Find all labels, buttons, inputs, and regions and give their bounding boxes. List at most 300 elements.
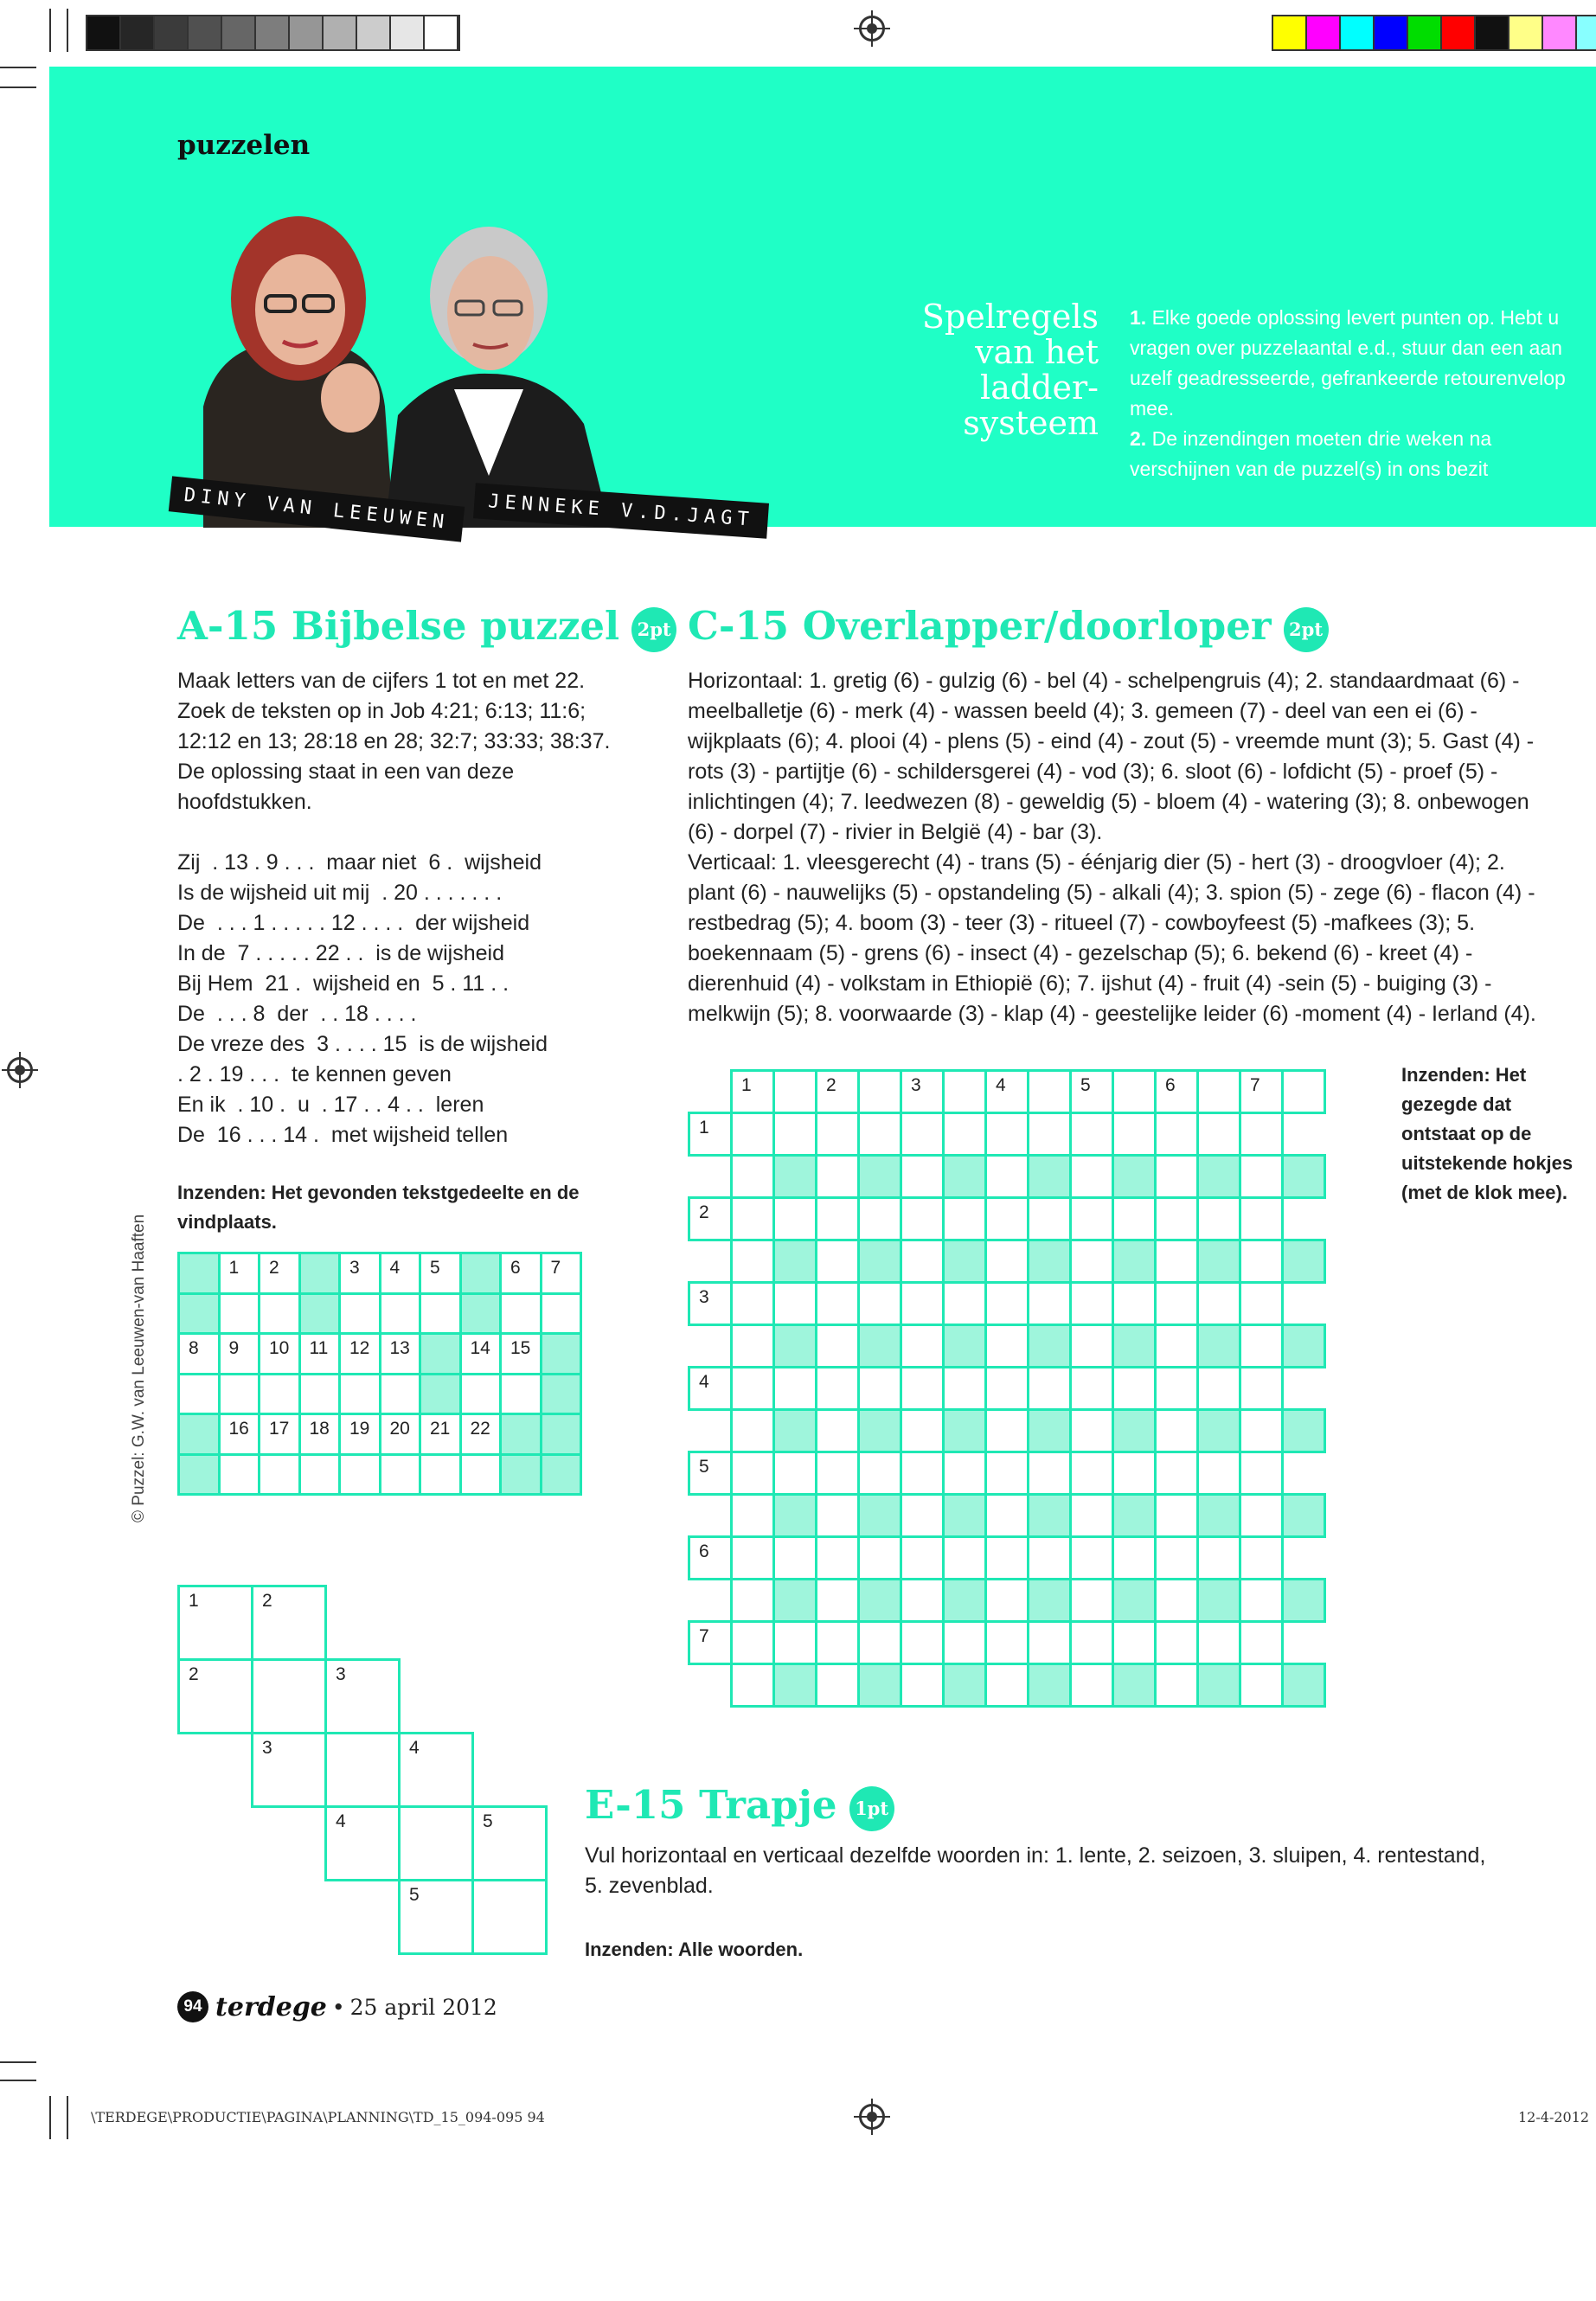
c15-grid-cell[interactable]: [1196, 1408, 1241, 1453]
c15-grid-cell[interactable]: [772, 1196, 817, 1241]
c15-grid-cell[interactable]: [730, 1620, 775, 1665]
c15-grid-cell[interactable]: [772, 1069, 817, 1114]
c15-grid-cell[interactable]: [772, 1154, 817, 1199]
a15-grid-cell[interactable]: [379, 1413, 422, 1456]
c15-grid-cell[interactable]: [815, 1620, 860, 1665]
c15-grid-cell[interactable]: [772, 1535, 817, 1580]
c15-grid-cell[interactable]: [857, 1069, 902, 1114]
c15-grid-cell[interactable]: [857, 1112, 902, 1157]
c15-grid-cell[interactable]: [857, 1663, 902, 1708]
a15-grid-cell[interactable]: [177, 1332, 221, 1375]
c15-grid-cell[interactable]: [900, 1239, 945, 1284]
a15-grid-cell[interactable]: [419, 1453, 462, 1497]
c15-grid-cell[interactable]: [1154, 1535, 1199, 1580]
c15-grid-cell[interactable]: [1281, 1578, 1326, 1623]
c15-grid-cell[interactable]: [1112, 1366, 1157, 1411]
a15-grid-cell[interactable]: [177, 1413, 221, 1456]
c15-grid-cell[interactable]: [688, 1366, 733, 1411]
c15-grid-cell[interactable]: [1112, 1578, 1157, 1623]
c15-grid-cell[interactable]: [857, 1535, 902, 1580]
a15-grid-cell[interactable]: [379, 1252, 422, 1295]
c15-grid-cell[interactable]: [1112, 1281, 1157, 1326]
c15-grid-cell[interactable]: [1239, 1493, 1284, 1538]
c15-grid-cell[interactable]: [1196, 1663, 1241, 1708]
c15-grid-cell[interactable]: [857, 1324, 902, 1368]
a15-grid-cell[interactable]: [499, 1373, 542, 1416]
c15-grid-cell[interactable]: [730, 1196, 775, 1241]
c15-grid-cell[interactable]: [984, 1366, 1029, 1411]
cell-number: 3: [911, 1075, 921, 1095]
a15-grid-cell[interactable]: [258, 1453, 301, 1497]
registration-mark-top: [859, 16, 885, 42]
c15-grid-cell[interactable]: [1027, 1535, 1072, 1580]
c15-grid-cell[interactable]: [984, 1578, 1029, 1623]
c15-grid-cell[interactable]: [1112, 1196, 1157, 1241]
c15-grid-cell[interactable]: [984, 1069, 1029, 1114]
a15-grid-cell[interactable]: [298, 1292, 342, 1336]
c15-grid-cell[interactable]: [1239, 1535, 1284, 1580]
c15-grid-cell[interactable]: [1154, 1663, 1199, 1708]
c15-grid-cell[interactable]: [815, 1451, 860, 1496]
c15-grid-cell[interactable]: [900, 1324, 945, 1368]
c15-grid-cell[interactable]: [730, 1535, 775, 1580]
a15-grid-cell[interactable]: [499, 1292, 542, 1336]
c15-grid-cell[interactable]: [942, 1366, 987, 1411]
c15-grid-cell[interactable]: [984, 1535, 1029, 1580]
c15-grid-cell[interactable]: [984, 1451, 1029, 1496]
a15-grid-cell[interactable]: [298, 1453, 342, 1497]
c15-grid-cell[interactable]: [730, 1493, 775, 1538]
a15-grid-cell[interactable]: [459, 1453, 503, 1497]
c15-grid-cell[interactable]: [730, 1366, 775, 1411]
e15-grid-cell[interactable]: [251, 1732, 327, 1808]
c15-grid-cell[interactable]: [857, 1239, 902, 1284]
c15-grid-cell[interactable]: [1196, 1281, 1241, 1326]
c15-grid-cell[interactable]: [1239, 1196, 1284, 1241]
a15-grid-cell[interactable]: [379, 1292, 422, 1336]
c15-grid-cell[interactable]: [1154, 1324, 1199, 1368]
c15-grid-cell[interactable]: [815, 1324, 860, 1368]
c15-grid-cell[interactable]: [1112, 1535, 1157, 1580]
a15-grid-cell[interactable]: [338, 1252, 381, 1295]
c15-grid-cell[interactable]: [730, 1663, 775, 1708]
c15-grid-cell[interactable]: [857, 1620, 902, 1665]
c15-grid-cell[interactable]: [857, 1493, 902, 1538]
c15-grid-cell[interactable]: [1069, 1239, 1114, 1284]
a15-grid-cell[interactable]: [540, 1373, 583, 1416]
c15-grid-cell[interactable]: [1281, 1493, 1326, 1538]
c15-grid-cell[interactable]: [1069, 1196, 1114, 1241]
cell-number: 4: [996, 1075, 1006, 1095]
c15-grid-cell[interactable]: [900, 1196, 945, 1241]
a15-grid-cell[interactable]: [540, 1292, 583, 1336]
c15-grid-cell[interactable]: [942, 1196, 987, 1241]
c15-grid-cell[interactable]: [1239, 1451, 1284, 1496]
c15-grid-cell[interactable]: [730, 1239, 775, 1284]
cell-number: 19: [349, 1419, 370, 1439]
a15-grid-cell[interactable]: [218, 1453, 261, 1497]
a15-grid-cell[interactable]: [338, 1292, 381, 1336]
c15-grid-cell[interactable]: [1069, 1535, 1114, 1580]
c15-grid-cell[interactable]: [815, 1196, 860, 1241]
a15-grid-cell[interactable]: [258, 1292, 301, 1336]
cell-number: 14: [470, 1338, 490, 1358]
c15-grid-cell[interactable]: [730, 1578, 775, 1623]
c15-grid-cell[interactable]: [1027, 1239, 1072, 1284]
a15-grid-cell[interactable]: [540, 1453, 583, 1497]
c15-grid-cell[interactable]: [1027, 1281, 1072, 1326]
c15-grid-cell[interactable]: [1196, 1196, 1241, 1241]
c15-grid-cell[interactable]: [815, 1112, 860, 1157]
c15-grid-cell[interactable]: [900, 1366, 945, 1411]
c15-grid-cell[interactable]: [1069, 1493, 1114, 1538]
c15-grid-cell[interactable]: [1196, 1239, 1241, 1284]
c15-grid-cell[interactable]: [984, 1493, 1029, 1538]
c15-grid-cell[interactable]: [900, 1069, 945, 1114]
c15-grid-cell[interactable]: [1112, 1069, 1157, 1114]
c15-grid-cell[interactable]: [815, 1493, 860, 1538]
a15-grid-cell[interactable]: [218, 1252, 261, 1295]
c15-grid-cell[interactable]: [1069, 1408, 1114, 1453]
a15-grid-cell[interactable]: [177, 1292, 221, 1336]
c15-grid-cell[interactable]: [942, 1663, 987, 1708]
c15-grid-cell[interactable]: [900, 1578, 945, 1623]
c15-grid-cell[interactable]: [730, 1408, 775, 1453]
c15-grid-cell[interactable]: [688, 1535, 733, 1580]
a15-grid-cell[interactable]: [499, 1413, 542, 1456]
c15-grid-cell[interactable]: [1027, 1196, 1072, 1241]
c15-grid-cell[interactable]: [1154, 1239, 1199, 1284]
a15-grid-cell[interactable]: [419, 1373, 462, 1416]
c15-grid-cell[interactable]: [900, 1451, 945, 1496]
c15-grid-cell[interactable]: [730, 1154, 775, 1199]
c15-grid-cell[interactable]: [942, 1620, 987, 1665]
c15-grid-cell[interactable]: [1069, 1366, 1114, 1411]
c15-grid-cell[interactable]: [942, 1535, 987, 1580]
a15-grid-cell[interactable]: [499, 1332, 542, 1375]
c15-grid-cell[interactable]: [1239, 1663, 1284, 1708]
a15-grid-cell[interactable]: [298, 1252, 342, 1295]
c15-grid-cell[interactable]: [1027, 1154, 1072, 1199]
c15-grid-cell[interactable]: [1069, 1154, 1114, 1199]
c15-grid-cell[interactable]: [1281, 1408, 1326, 1453]
a15-grid-cell[interactable]: [338, 1453, 381, 1497]
c15-grid-cell[interactable]: [1027, 1069, 1072, 1114]
c15-grid-cell[interactable]: [1027, 1493, 1072, 1538]
c15-grid-cell[interactable]: [984, 1408, 1029, 1453]
c15-grid-cell[interactable]: [772, 1493, 817, 1538]
calibration-swatch: [1273, 16, 1307, 49]
e15-grid-cell[interactable]: [324, 1805, 401, 1881]
c15-grid-cell[interactable]: [1027, 1112, 1072, 1157]
c15-grid-cell[interactable]: [857, 1281, 902, 1326]
a15-grid-cell[interactable]: [459, 1413, 503, 1456]
c15-grid-cell[interactable]: [1112, 1663, 1157, 1708]
c15-grid-cell[interactable]: [900, 1112, 945, 1157]
page-number: 94: [177, 1991, 208, 2022]
c15-grid-cell[interactable]: [984, 1324, 1029, 1368]
e15-grid-cell[interactable]: [398, 1805, 474, 1881]
e15-grid-cell[interactable]: [324, 1658, 401, 1734]
a15-grid-cell[interactable]: [540, 1332, 583, 1375]
a15-grid-cell[interactable]: [298, 1413, 342, 1456]
c15-grid-cell[interactable]: [772, 1451, 817, 1496]
c15-grid-cell[interactable]: [1196, 1324, 1241, 1368]
c15-grid-cell[interactable]: [1196, 1154, 1241, 1199]
c15-grid-cell[interactable]: [815, 1408, 860, 1453]
e15-body: [585, 1841, 1502, 1901]
cell-number: 3: [699, 1287, 709, 1307]
c15-grid-cell[interactable]: [1239, 1154, 1284, 1199]
c15-grid-cell[interactable]: [1196, 1620, 1241, 1665]
c15-grid-cell[interactable]: [1196, 1366, 1241, 1411]
c15-grid-cell[interactable]: [1154, 1154, 1199, 1199]
a15-grid-cell[interactable]: [338, 1413, 381, 1456]
c15-grid-cell[interactable]: [984, 1239, 1029, 1284]
c15-grid-cell[interactable]: [1154, 1281, 1199, 1326]
a15-grid-cell[interactable]: [499, 1252, 542, 1295]
c15-grid-cell[interactable]: [1112, 1408, 1157, 1453]
c15-grid-cell[interactable]: [900, 1535, 945, 1580]
c15-grid-cell[interactable]: [688, 1112, 733, 1157]
c15-grid-cell[interactable]: [815, 1154, 860, 1199]
c15-grid-cell[interactable]: [1196, 1493, 1241, 1538]
c15-grid-cell[interactable]: [942, 1239, 987, 1284]
c15-grid-cell[interactable]: [1154, 1408, 1199, 1453]
e15-grid-cell[interactable]: [324, 1732, 401, 1808]
c15-grid-cell[interactable]: [1112, 1112, 1157, 1157]
c15-grid-cell[interactable]: [857, 1408, 902, 1453]
c15-grid-cell[interactable]: [1239, 1069, 1284, 1114]
c15-grid-cell[interactable]: [1027, 1451, 1072, 1496]
c15-grid-cell[interactable]: [815, 1663, 860, 1708]
e15-grid-cell[interactable]: [398, 1879, 474, 1955]
c15-grid-cell[interactable]: [772, 1408, 817, 1453]
a15-grid-cell[interactable]: [177, 1252, 221, 1295]
c15-grid-cell[interactable]: [942, 1324, 987, 1368]
a15-grid-cell[interactable]: [258, 1252, 301, 1295]
c15-grid-cell[interactable]: [984, 1112, 1029, 1157]
c15-grid-cell[interactable]: [1069, 1281, 1114, 1326]
a15-grid-cell[interactable]: [379, 1453, 422, 1497]
c15-grid-cell[interactable]: [857, 1154, 902, 1199]
c15-grid-cell[interactable]: [1154, 1493, 1199, 1538]
c15-grid-cell[interactable]: [730, 1069, 775, 1114]
c15-grid-cell[interactable]: [1112, 1620, 1157, 1665]
c15-grid-cell[interactable]: [772, 1281, 817, 1326]
c15-grid-cell[interactable]: [1196, 1069, 1241, 1114]
a15-grid-cell[interactable]: [419, 1252, 462, 1295]
e15-grid-cell[interactable]: [398, 1732, 474, 1808]
c15-grid-cell[interactable]: [984, 1620, 1029, 1665]
a15-grid-cell[interactable]: [258, 1413, 301, 1456]
c15-grid-cell[interactable]: [1027, 1324, 1072, 1368]
c15-grid-cell[interactable]: [772, 1324, 817, 1368]
c15-grid-cell[interactable]: [730, 1324, 775, 1368]
c15-grid-cell[interactable]: [984, 1281, 1029, 1326]
c15-grid-cell[interactable]: [1239, 1408, 1284, 1453]
c15-grid-cell[interactable]: [900, 1281, 945, 1326]
slug-date: 12-4-2012: [1518, 2109, 1590, 2125]
c15-grid-cell[interactable]: [772, 1239, 817, 1284]
a15-grid-cell[interactable]: [540, 1252, 583, 1295]
c15-grid-cell[interactable]: [1196, 1451, 1241, 1496]
a15-grid-cell[interactable]: [218, 1373, 261, 1416]
a15-grid-cell[interactable]: [540, 1413, 583, 1456]
c15-grid-cell[interactable]: [857, 1578, 902, 1623]
c15-grid-cell[interactable]: [857, 1451, 902, 1496]
a15-grid-cell[interactable]: [379, 1332, 422, 1375]
c15-grid-cell[interactable]: [1069, 1578, 1114, 1623]
c15-grid-cell[interactable]: [1239, 1620, 1284, 1665]
a15-grid-cell[interactable]: [338, 1332, 381, 1375]
author-name-right: JENNEKE V.D.JAGT: [473, 483, 769, 539]
c15-grid-cell[interactable]: [730, 1451, 775, 1496]
c15-grid-cell[interactable]: [1239, 1578, 1284, 1623]
c15-grid-cell[interactable]: [688, 1620, 733, 1665]
c15-grid-cell[interactable]: [1154, 1578, 1199, 1623]
c15-grid-cell[interactable]: [1239, 1366, 1284, 1411]
a15-grid-cell[interactable]: [419, 1332, 462, 1375]
c15-grid-cell[interactable]: [1281, 1324, 1326, 1368]
c15-grid-cell[interactable]: [815, 1578, 860, 1623]
c15-grid-cell[interactable]: [688, 1196, 733, 1241]
c15-grid-cell[interactable]: [1281, 1663, 1326, 1708]
c15-grid-cell[interactable]: [900, 1154, 945, 1199]
a15-grid-cell[interactable]: [177, 1373, 221, 1416]
a15-grid-cell[interactable]: [499, 1453, 542, 1497]
c15-grid-cell[interactable]: [1112, 1451, 1157, 1496]
c15-grid-cell[interactable]: [730, 1281, 775, 1326]
c15-grid-cell[interactable]: [942, 1154, 987, 1199]
e15-grid-cell[interactable]: [177, 1585, 253, 1661]
c15-grid-cell[interactable]: [1239, 1324, 1284, 1368]
c15-grid-cell[interactable]: [1112, 1324, 1157, 1368]
a15-grid-cell[interactable]: [177, 1453, 221, 1497]
c15-grid-cell[interactable]: [1281, 1069, 1326, 1114]
c15-grid-cell[interactable]: [1154, 1196, 1199, 1241]
e15-grid-cell[interactable]: [471, 1879, 548, 1955]
c15-grid-cell[interactable]: [942, 1493, 987, 1538]
c15-grid-cell[interactable]: [1027, 1663, 1072, 1708]
a15-grid-cell[interactable]: [258, 1373, 301, 1416]
c15-grid-cell[interactable]: [900, 1408, 945, 1453]
a15-grid-cell[interactable]: [258, 1332, 301, 1375]
c15-grid-cell[interactable]: [1069, 1451, 1114, 1496]
a15-grid-cell[interactable]: [459, 1373, 503, 1416]
c15-grid-cell[interactable]: [984, 1663, 1029, 1708]
c15-grid-cell[interactable]: [1069, 1112, 1114, 1157]
c15-grid-cell[interactable]: [857, 1196, 902, 1241]
e15-grid-cell[interactable]: [251, 1585, 327, 1661]
c15-grid-cell[interactable]: [772, 1663, 817, 1708]
c15-grid-cell[interactable]: [857, 1366, 902, 1411]
e15-grid-cell[interactable]: [251, 1658, 327, 1734]
cell-number: 21: [430, 1419, 451, 1439]
c15-grid-cell[interactable]: [1027, 1578, 1072, 1623]
a15-grid-cell[interactable]: [459, 1252, 503, 1295]
c15-grid-cell[interactable]: [1154, 1366, 1199, 1411]
c15-grid-cell[interactable]: [815, 1239, 860, 1284]
c15-grid-cell[interactable]: [984, 1196, 1029, 1241]
c15-grid-cell[interactable]: [688, 1281, 733, 1326]
author-name-left: DINY VAN LEEUWEN: [169, 476, 465, 542]
c15-grid-cell[interactable]: [815, 1535, 860, 1580]
c15-grid-cell[interactable]: [772, 1620, 817, 1665]
cell-number: 6: [699, 1541, 709, 1561]
c15-grid-cell[interactable]: [900, 1620, 945, 1665]
c15-grid-cell[interactable]: [1154, 1620, 1199, 1665]
c15-grid-cell[interactable]: [942, 1408, 987, 1453]
c15-grid-cell[interactable]: [772, 1112, 817, 1157]
a15-grid-cell[interactable]: [419, 1292, 462, 1336]
c15-grid-cell[interactable]: [815, 1281, 860, 1326]
a15-grid-cell[interactable]: [459, 1332, 503, 1375]
c15-grid-cell[interactable]: [1112, 1239, 1157, 1284]
c15-grid-cell[interactable]: [900, 1493, 945, 1538]
a15-grid-cell[interactable]: [218, 1332, 261, 1375]
calibration-swatch: [1341, 16, 1375, 49]
c15-grid-cell[interactable]: [1112, 1493, 1157, 1538]
a15-grid-cell[interactable]: [419, 1413, 462, 1456]
c15-grid-cell[interactable]: [688, 1451, 733, 1496]
c15-grid-cell[interactable]: [1069, 1663, 1114, 1708]
c15-grid-cell[interactable]: [942, 1451, 987, 1496]
c15-grid-cell[interactable]: [1239, 1281, 1284, 1326]
c15-grid-cell[interactable]: [1239, 1112, 1284, 1157]
e15-grid-cell[interactable]: [471, 1805, 548, 1881]
c15-grid-cell[interactable]: [1239, 1239, 1284, 1284]
c15-grid-cell[interactable]: [730, 1112, 775, 1157]
c15-grid-cell[interactable]: [1112, 1154, 1157, 1199]
c15-grid-cell[interactable]: [815, 1366, 860, 1411]
c15-grid-cell[interactable]: [1154, 1069, 1199, 1114]
c15-grid-cell[interactable]: [1027, 1408, 1072, 1453]
a15-grid-cell[interactable]: [379, 1373, 422, 1416]
c15-grid-cell[interactable]: [942, 1112, 987, 1157]
c15-grid-cell[interactable]: [815, 1069, 860, 1114]
c15-grid-cell[interactable]: [1154, 1451, 1199, 1496]
c15-grid-cell[interactable]: [772, 1366, 817, 1411]
c15-grid-cell[interactable]: [1281, 1239, 1326, 1284]
c15-grid-cell[interactable]: [1027, 1366, 1072, 1411]
e15-grid-cell[interactable]: [177, 1658, 253, 1734]
c15-grid-cell[interactable]: [1154, 1112, 1199, 1157]
c15-grid-cell[interactable]: [900, 1663, 945, 1708]
c15-grid-cell[interactable]: [942, 1069, 987, 1114]
c15-grid-cell[interactable]: [984, 1154, 1029, 1199]
a15-grid-cell[interactable]: [298, 1332, 342, 1375]
c15-grid-cell[interactable]: [1069, 1324, 1114, 1368]
cell-number: 4: [389, 1258, 401, 1278]
c15-grid-cell[interactable]: [1027, 1620, 1072, 1665]
c15-grid-cell[interactable]: [1281, 1154, 1326, 1199]
calibration-swatch: [256, 16, 290, 49]
a15-grid-cell[interactable]: [218, 1413, 261, 1456]
c15-grid-cell[interactable]: [942, 1281, 987, 1326]
c15-grid-cell[interactable]: [1196, 1578, 1241, 1623]
a15-grid-cell[interactable]: [218, 1292, 261, 1336]
c15-grid-cell[interactable]: [772, 1578, 817, 1623]
a15-grid-cell[interactable]: [459, 1292, 503, 1336]
a15-grid-cell[interactable]: [338, 1373, 381, 1416]
c15-grid-cell[interactable]: [942, 1578, 987, 1623]
c15-grid-cell[interactable]: [1069, 1620, 1114, 1665]
a15-grid-cell[interactable]: [298, 1373, 342, 1416]
c15-grid-cell[interactable]: [1196, 1112, 1241, 1157]
c15-grid-cell[interactable]: [1069, 1069, 1114, 1114]
c15-grid-cell[interactable]: [1196, 1535, 1241, 1580]
